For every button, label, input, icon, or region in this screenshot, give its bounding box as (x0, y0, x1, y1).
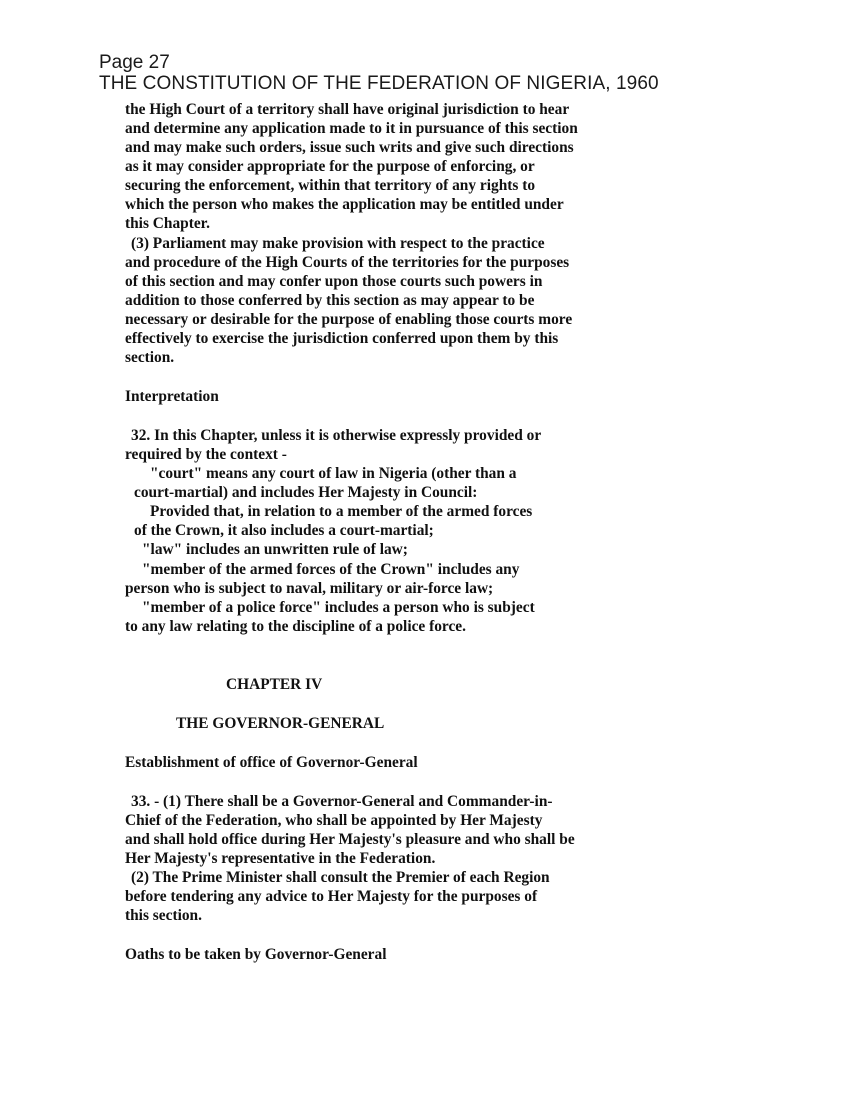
text-line: 32. In this Chapter, unless it is otherwise expressly provided or (131, 427, 542, 444)
text-line: securing the enforcement, within that territory of any rights to (125, 177, 536, 194)
text-line: and may make such orders, issue such writs and give such directions (125, 139, 574, 156)
text-line: which the person who makes the application may be entitled under (125, 196, 564, 213)
text-line: necessary or desirable for the purpose of enabling those courts more (125, 311, 573, 328)
text-line: required by the context - (125, 446, 287, 463)
section-heading: Oaths to be taken by Governor-General (125, 946, 387, 963)
text-line: 33. - (1) There shall be a Governor-General and Commander-in- (131, 793, 553, 810)
text-line: and shall hold office during Her Majesty's pleasure and who shall be (125, 831, 575, 848)
text-line: "court" means any court of law in Nigeria (other than a (150, 465, 517, 482)
section-heading: Establishment of office of Governor-General (125, 754, 418, 771)
text-line: court-martial) and includes Her Majesty in Council: (134, 484, 478, 501)
text-line: "member of a police force" includes a person who is subject (142, 599, 535, 616)
text-line: (2) The Prime Minister shall consult the Premier of each Region (131, 869, 550, 886)
text-line: addition to those conferred by this section as may appear to be (125, 292, 535, 309)
text-line: before tendering any advice to Her Majesty for the purposes of (125, 888, 538, 905)
chapter-label: CHAPTER IV (226, 676, 323, 693)
text-line: this section. (125, 907, 202, 924)
text-line: of this section and may confer upon those courts such powers in (125, 273, 543, 290)
text-line: of the Crown, it also includes a court-martial; (134, 522, 434, 539)
text-line: person who is subject to naval, military or air-force law; (125, 580, 494, 597)
text-line: effectively to exercise the jurisdiction conferred upon them by this (125, 330, 559, 347)
chapter-title: THE GOVERNOR-GENERAL (176, 715, 385, 732)
text-line: "law" includes an unwritten rule of law; (142, 541, 408, 558)
text-line: section. (125, 349, 175, 366)
section-heading: Interpretation (125, 388, 219, 405)
text-line: Chief of the Federation, who shall be appointed by Her Majesty (125, 812, 543, 829)
text-line: Provided that, in relation to a member of the armed forces (150, 503, 533, 520)
text-line: as it may consider appropriate for the purpose of enforcing, or (125, 158, 535, 175)
page-number: Page 27 (99, 52, 170, 73)
text-line: this Chapter. (125, 215, 210, 232)
text-line: and procedure of the High Courts of the territories for the purposes (125, 254, 570, 271)
text-line: the High Court of a territory shall have original jurisdiction to hear (125, 101, 570, 118)
text-line: to any law relating to the discipline of a police force. (125, 618, 466, 635)
text-line: "member of the armed forces of the Crown" includes any (142, 561, 520, 578)
document-title: THE CONSTITUTION OF THE FEDERATION OF NIGERIA, 1960 (99, 73, 659, 94)
text-line: (3) Parliament may make provision with respect to the practice (131, 235, 545, 252)
text-line: and determine any application made to it in pursuance of this section (125, 120, 578, 137)
text-line: Her Majesty's representative in the Federation. (125, 850, 436, 867)
